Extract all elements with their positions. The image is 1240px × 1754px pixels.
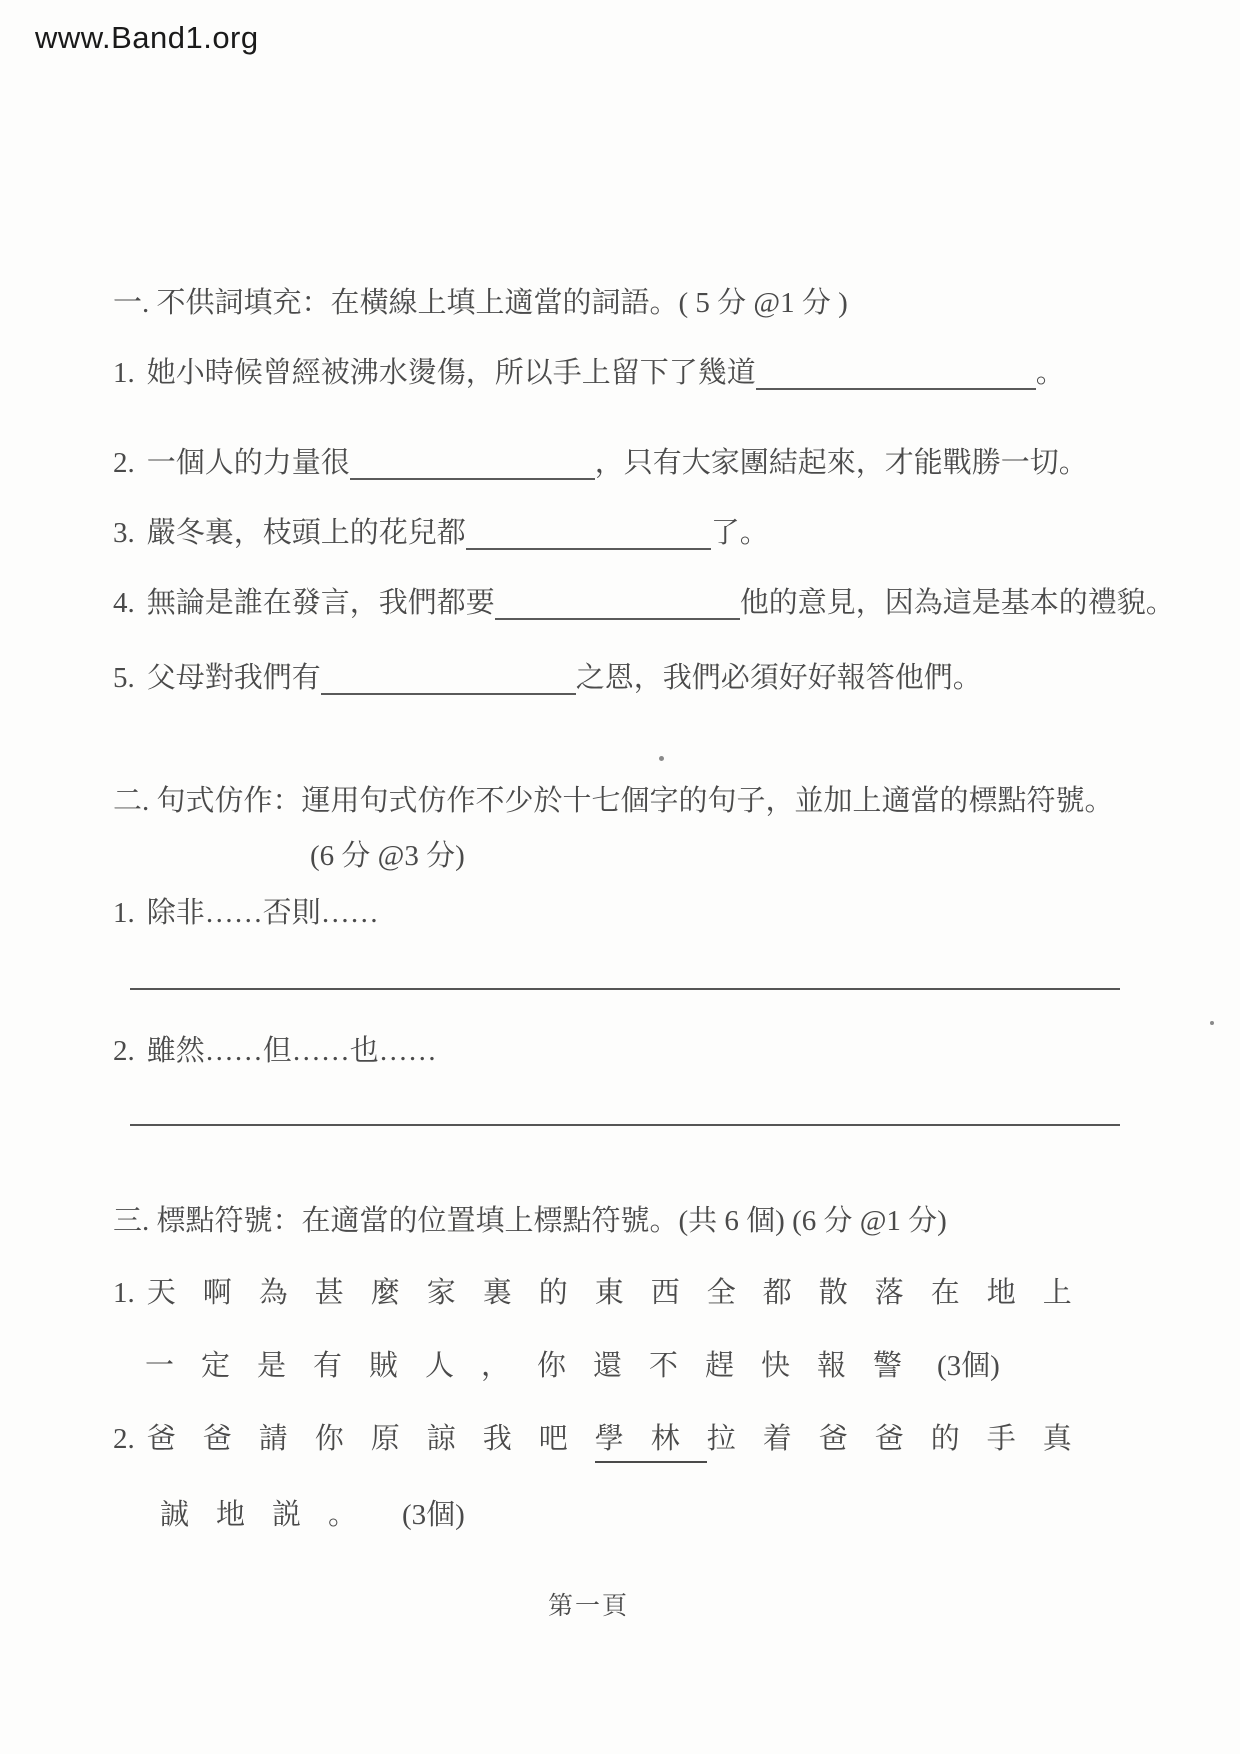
- question-number: 1.: [113, 357, 135, 389]
- question-number: 1.: [113, 1277, 135, 1309]
- question-text-before: 無論是誰在發言，我們都要: [146, 587, 495, 619]
- punctuation-sentence: 誠地説。: [160, 1499, 385, 1531]
- s3-question-2-line-2: [160, 1492, 465, 1533]
- s1-question-5: [113, 655, 982, 696]
- answer-blank: [466, 519, 711, 550]
- question-number: 5.: [113, 662, 135, 694]
- punctuation-count: (3個): [402, 1499, 465, 1531]
- question-number: 4.: [113, 587, 135, 619]
- punctuation-sentence: 一定是有賊人，你還不趕快報警: [145, 1350, 930, 1382]
- answer-line: [130, 988, 1120, 990]
- punctuation-sentence: 爸爸請你原諒我吧: [146, 1423, 595, 1455]
- question-text-after: 之恩，我們必須好好報答他們。: [575, 662, 982, 694]
- section1-heading: 一. 不供詞填充：在橫線上填上適當的詞語。( 5 分 @1 分 ): [113, 287, 848, 319]
- answer-blank: [321, 664, 576, 695]
- question-text-after: ，只有大家團結起來，才能戰勝一切。: [594, 447, 1088, 479]
- s1-question-1: [113, 350, 1065, 391]
- question-text-after: 了。: [710, 517, 769, 549]
- scan-artifact-dot: [1210, 1021, 1214, 1025]
- question-text-before: 一個人的力量很: [146, 447, 350, 479]
- punctuation-count: (3個): [937, 1350, 1000, 1382]
- answer-blank: [495, 589, 740, 620]
- question-prompt: 除非……否則……: [146, 897, 379, 929]
- question-prompt: 雖然……但……也……: [146, 1035, 437, 1067]
- question-number: 2.: [113, 447, 135, 479]
- question-number: 3.: [113, 517, 135, 549]
- question-text-after: 。: [1035, 357, 1065, 389]
- s1-question-3: [113, 510, 769, 551]
- s2-question-2: [113, 1028, 437, 1069]
- punctuation-sentence: 天啊為甚麼家裏的東西全都散落在地上: [146, 1277, 1099, 1309]
- s1-question-4: [113, 580, 1175, 621]
- page-number-footer: 第一頁: [548, 1593, 630, 1620]
- question-text-before: 父母對我們有: [146, 662, 321, 694]
- answer-line: [130, 1124, 1120, 1126]
- question-text-before: 她小時候曾經被沸水燙傷，所以手上留下了幾道: [146, 357, 756, 389]
- answer-blank: [350, 449, 595, 480]
- s2-question-1: [113, 890, 379, 931]
- answer-blank: [756, 359, 1036, 390]
- site-watermark: www.Band1.org: [35, 20, 259, 55]
- section2-marks: (6 分 @3 分): [310, 840, 465, 872]
- question-number: 2.: [113, 1423, 135, 1455]
- s3-question-2-line-1: [113, 1416, 1099, 1457]
- question-text-after: 他的意見，因為這是基本的禮貌。: [739, 587, 1175, 619]
- punctuation-sentence: 拉着爸爸的手真: [706, 1423, 1099, 1455]
- s1-question-2: [113, 440, 1088, 481]
- section2-heading: 二. 句式仿作：運用句式仿作不少於十七個字的句子，並加上適當的標點符號。: [113, 785, 1114, 817]
- scan-artifact-dot: [659, 756, 664, 761]
- section3-heading: 三. 標點符號：在適當的位置填上標點符號。(共 6 個) (6 分 @1 分): [113, 1205, 947, 1237]
- question-number: 2.: [113, 1035, 135, 1067]
- underlined-name: 學林: [595, 1423, 707, 1463]
- question-text-before: 嚴冬裏，枝頭上的花兒都: [146, 517, 466, 549]
- question-number: 1.: [113, 897, 135, 929]
- s3-question-1-line-2: [145, 1343, 1000, 1384]
- s3-question-1-line-1: [113, 1270, 1099, 1311]
